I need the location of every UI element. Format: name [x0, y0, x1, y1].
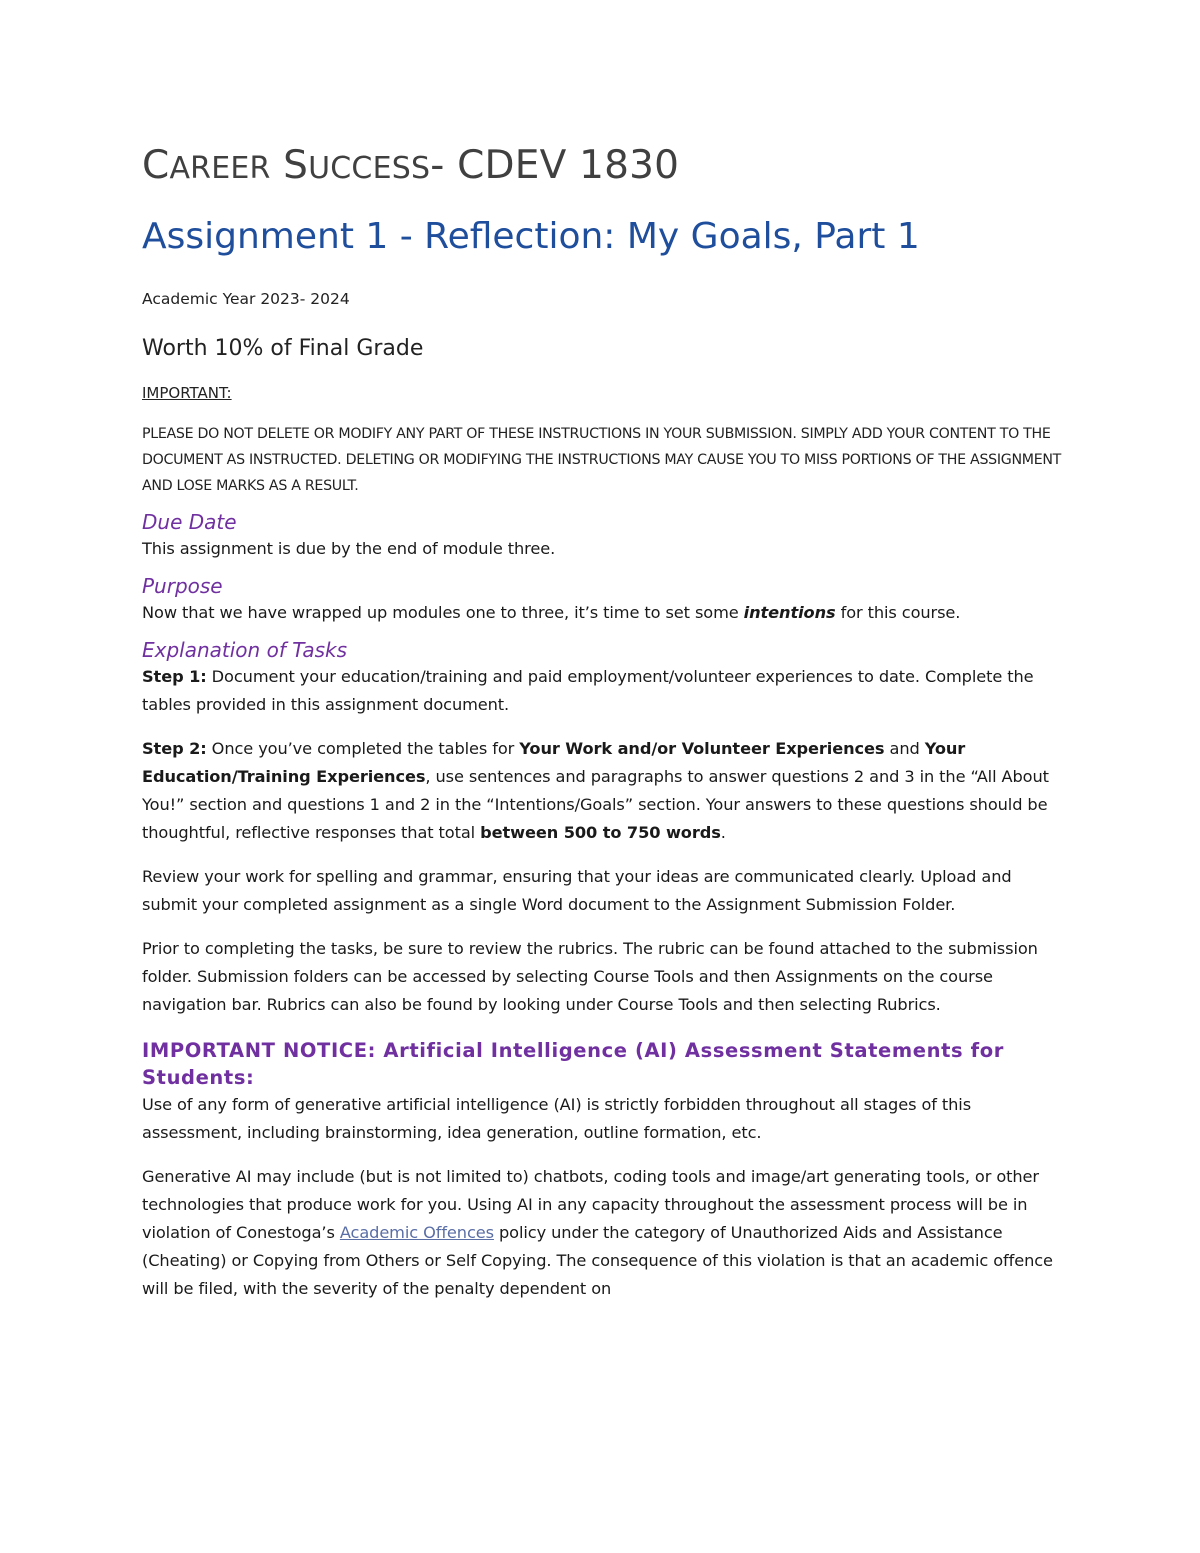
title-course-code: - CDEV 1830 [430, 143, 680, 188]
ai-notice-heading: IMPORTANT NOTICE: Artificial Intelligence (AI) Assessment Statements for Students: [142, 1039, 1004, 1089]
purpose-text: Now that we have wrapped up modules one to three, it’s time to set some intentions for this course. [142, 603, 961, 622]
word-count-requirement: between 500 to 750 words [480, 823, 721, 842]
ai-notice-paragraph-2: Generative AI may include (but is not limited to) chatbots, coding tools and image/art generating tools, or other technologies that produce work for you. Using AI in any capacity throughout the assessment process will be in violation of Conestoga’s Academic Offences policy under the category of Unauthorized Aids and Assistance (Cheating) or Copying from Others or Self Copying. The consequence of this violation is that an academic offence will be filed, with the severity of the penalty dependent on [142, 1167, 1053, 1298]
academic-offences-link[interactable]: Academic Offences [339, 1223, 494, 1242]
tasks-heading: Explanation of Tasks [142, 638, 348, 662]
rubric-paragraph: Prior to completing the tasks, be sure to review the rubrics. The rubric can be found attached to the submission folder. Submission folders can be accessed by selecting Course Tools and then Assignments on the course navigation bar. Rubrics can also be found by looking under Course Tools and then selecting Rubrics. [142, 939, 1038, 1014]
title-initial-c: C [142, 143, 170, 188]
title-smallcaps-uccess: UCCESS [308, 151, 431, 186]
title-smallcaps-areer: AREER [169, 151, 271, 186]
step-2-label: Step 2: [142, 739, 207, 758]
ai-notice-paragraph-1: Use of any form of generative artificial intelligence (AI) is strictly forbidden throughout all stages of this assessment, including brainstorming, idea generation, outline formation, etc. [142, 1095, 972, 1142]
document-body [142, 142, 1062, 1303]
assignment-title: Assignment 1 - Reflection: My Goals, Part 1 [142, 216, 920, 257]
due-date-text: This assignment is due by the end of module three. [142, 539, 556, 558]
step-1-label: Step 1: [142, 667, 207, 686]
important-label: IMPORTANT: [142, 384, 232, 402]
intentions-emphasis: intentions [743, 603, 836, 622]
step-1-paragraph: Step 1: Document your education/training and paid employment/volunteer experiences to date. Complete the tables provided in this assignment document. [142, 667, 1034, 714]
review-paragraph: Review your work for spelling and grammar, ensuring that your ideas are communicated clearly. Upload and submit your completed assignment as a single Word document to the Assignment Submission Folder. [142, 867, 1012, 914]
purpose-heading: Purpose [142, 574, 223, 598]
title-initial-s: S [270, 143, 309, 188]
course-title [142, 142, 1062, 193]
important-instructions: PLEASE DO NOT DELETE OR MODIFY ANY PART OF THESE INSTRUCTIONS IN YOUR SUBMISSION. SIMPLY ADD YOUR CONTENT TO THE DOCUMENT AS INSTRUCTED. DELETING OR MODIFYING THE INSTRUCTIONS MAY CAUSE YOU TO MISS PORTIONS OF THE ASSIGNMENT AND LOSE MARKS AS A RESULT. [142, 426, 1062, 494]
grade-weight: Worth 10% of Final Grade [142, 336, 424, 361]
step-2-paragraph: Step 2: Once you’ve completed the tables for Your Work and/or Volunteer Experiences and Your Education/Training Experiences, use sentences and paragraphs to answer questions 2 and 3 in the “All About You!” section and questions 1 and 2 in the “Intentions/Goals” section. Your answers to these questions should be thoughtful, reflective responses that total between 500 to 750 words. [142, 739, 1049, 842]
due-date-heading: Due Date [142, 510, 237, 534]
academic-year: Academic Year 2023- 2024 [142, 290, 350, 308]
